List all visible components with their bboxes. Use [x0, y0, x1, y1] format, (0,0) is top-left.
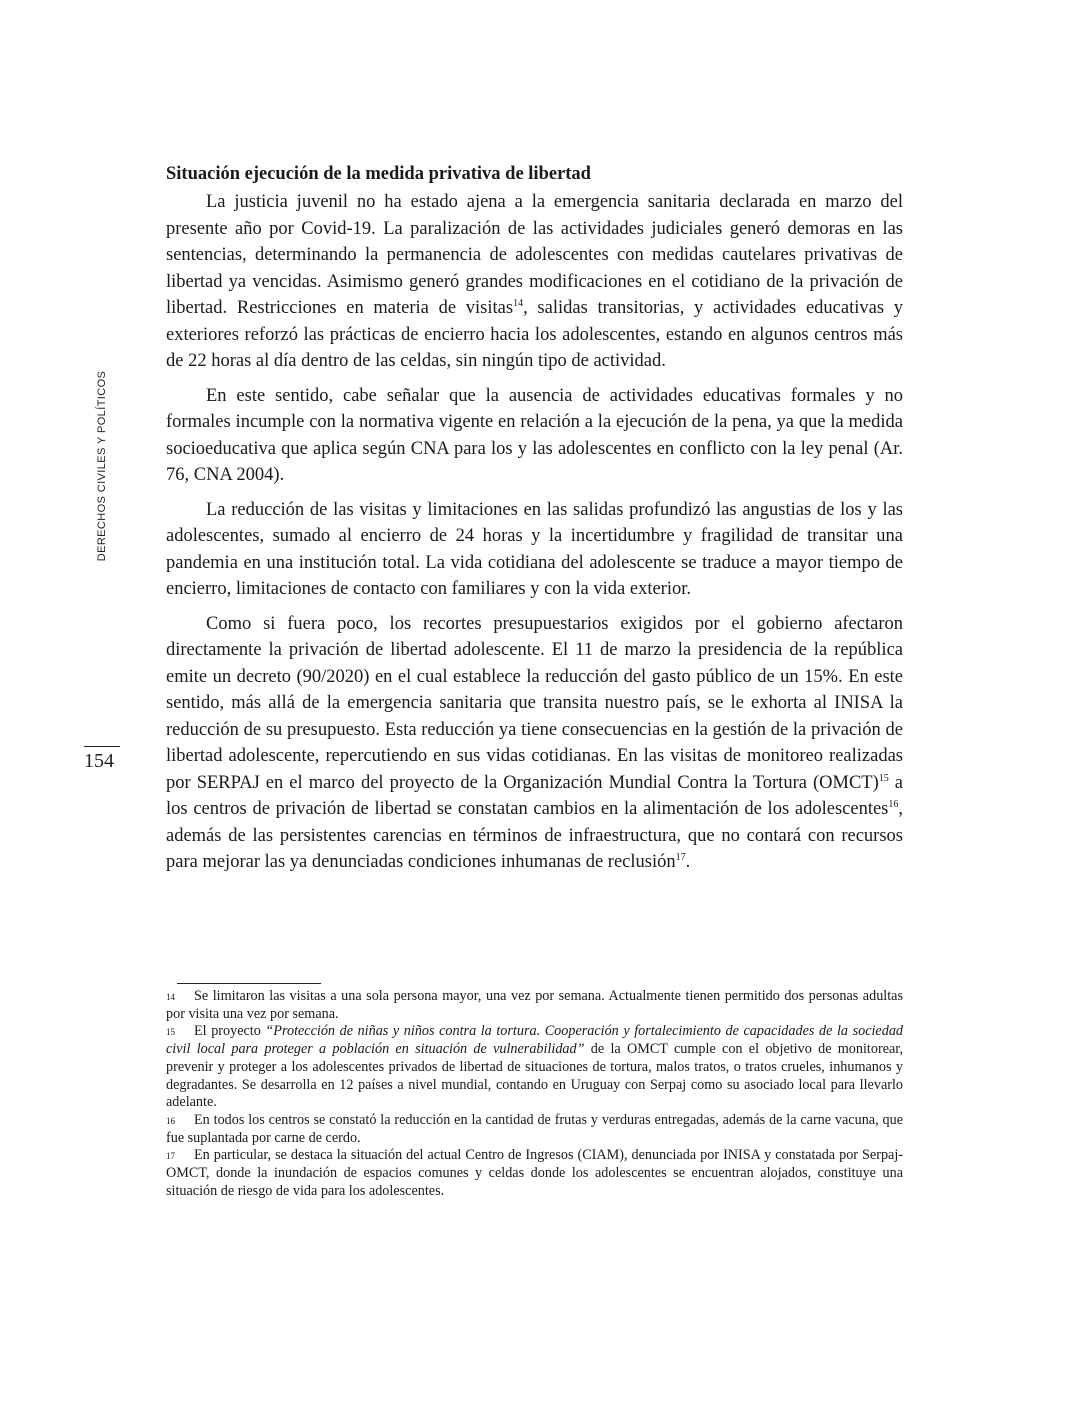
footnote-ref-16[interactable]: 16 — [888, 798, 899, 810]
footnote-ref-15[interactable]: 15 — [878, 772, 889, 784]
footnote-17 — [166, 1147, 903, 1200]
paragraph-1-text-b: , salidas transitorias, y actividades educativas y exteriores reforzó las prácticas de encierro hacia los adolescentes, estando en algunos centros más de 22 horas al día dentro de las celdas, sin ningún tipo de actividad. — [166, 298, 903, 371]
footnote-number: 14 — [166, 992, 175, 1002]
footnotes — [166, 988, 903, 1200]
paragraph-1-text-a: La justicia juvenil no ha estado ajena a la emergencia sanitaria declarada en marzo del presente año por Covid-19. La paralización de las actividades judiciales generó demoras en las sentencias, determinando la permanencia de adolescentes con medidas cautelares privativas de libertad ya vencidas. Asimismo generó grandes modificaciones en el cotidiano de la privación de libertad. Restricciones en materia de visitas — [166, 192, 903, 318]
paragraph-4-text-a: Como si fuera poco, los recortes presupuestarios exigidos por el gobierno afectaron directamente la privación de libertad adolescente. El 11 de marzo la presidencia de la república emite un decreto (90/2020) en el cual establece la reducción del gasto público de un 15%. En este sentido, más allá de la emergencia sanitaria que transita nuestro país, se le exhorta al INISA la reducción de su presupuesto. Esta reducción ya tiene consecuencias en la gestión de la privación de libertad adolescente, repercutiendo en sus vidas cotidianas. En las visitas de monitoreo realizadas por SERPAJ en el marco del proyecto de la Organización Mundial Contra la Tortura (OMCT) — [166, 613, 903, 793]
running-section-label: DERECHOS CIVILES Y POLÍTICOS — [96, 370, 108, 562]
footnote-text: de la OMCT cumple con el objetivo de monitorear, prevenir y proteger a los adolescentes privados de libertad de situaciones de tortura, malos tratos, o tratos crueles, inhumanos y degradantes. Se desarrolla en 12 países a nivel mundial, contando en Uruguay con Serpaj como su asociado local para llevarlo adelante. — [166, 1041, 903, 1111]
footnote-text: En todos los centros se constató la reducción en la cantidad de frutas y verduras entregadas, además de la carne vacuna, que fue suplantada por carne de cerdo. — [166, 1111, 903, 1146]
paragraph-4 — [166, 611, 903, 876]
footnote-ref-14[interactable]: 14 — [513, 297, 524, 309]
footnote-separator — [177, 983, 321, 984]
footnote-text: En particular, se destaca la situación del actual Centro de Ingresos (CIAM), denunciada por INISA y constatada por Serpaj-OMCT, donde la inundación de espacios comunes y celdas donde los adolescentes se encuentran alojados, constituye una situación de riesgo de vida para los adolescentes. — [166, 1147, 903, 1199]
footnote-number: 16 — [166, 1115, 175, 1126]
paragraph-4-text-b: a los centros de privación de libertad se constatan cambios en la alimentación de los adolescentes — [166, 772, 903, 819]
footnote-number: 17 — [166, 1151, 175, 1162]
main-text — [166, 160, 903, 884]
page-number: 154 — [84, 750, 114, 772]
footnote-15 — [166, 1023, 903, 1112]
paragraph-2: En este sentido, cabe señalar que la ausencia de actividades educativas formales y no formales incumple con la normativa vigente en relación a la ejecución de la pena, ya que la medida socioeducativa que aplica según CNA para los y las adolescentes en conflicto con la ley penal (Ar. 76, CNA 2004). — [166, 385, 903, 485]
paragraph-4-text-d: . — [685, 852, 691, 872]
footnote-text: El proyecto — [194, 1023, 266, 1040]
project-title: “Protección de niñas y niños contra la tortura. Cooperación y fortalecimiento de capacidades de la sociedad civil local para proteger a población en situación de vulnerabilidad” — [166, 1023, 904, 1058]
section-title: Situación ejecución de la medida privativa de libertad — [166, 164, 591, 184]
footnote-ref-17[interactable]: 17 — [675, 851, 686, 863]
footnote-text: Se limitaron las visitas a una sola persona mayor, una vez por semana. Actualmente tienen permitido dos personas adultas por visita una vez por semana. — [166, 988, 903, 1022]
paragraph-3: La reducción de las visitas y limitaciones en las salidas profundizó las angustias de los y las adolescentes, sumado al encierro de 24 horas y la incertidumbre y fragilidad de transitar una pandemia en una institución total. La vida cotidiana del adolescente se traduce a mayor tiempo de encierro, limitaciones de contacto con familiares y con la vida exterior. — [166, 499, 903, 599]
paragraph-1 — [166, 189, 903, 375]
page-number-rule — [84, 746, 120, 747]
paragraph-4-text-c: , además de las persistentes carencias en términos de infraestructura, que no contará con recursos para mejorar las ya denunciadas condiciones inhumanas de reclusión — [166, 799, 903, 872]
footnote-16 — [166, 1112, 903, 1147]
footnote-14 — [166, 988, 903, 1023]
footnote-number: 15 — [166, 1027, 175, 1038]
